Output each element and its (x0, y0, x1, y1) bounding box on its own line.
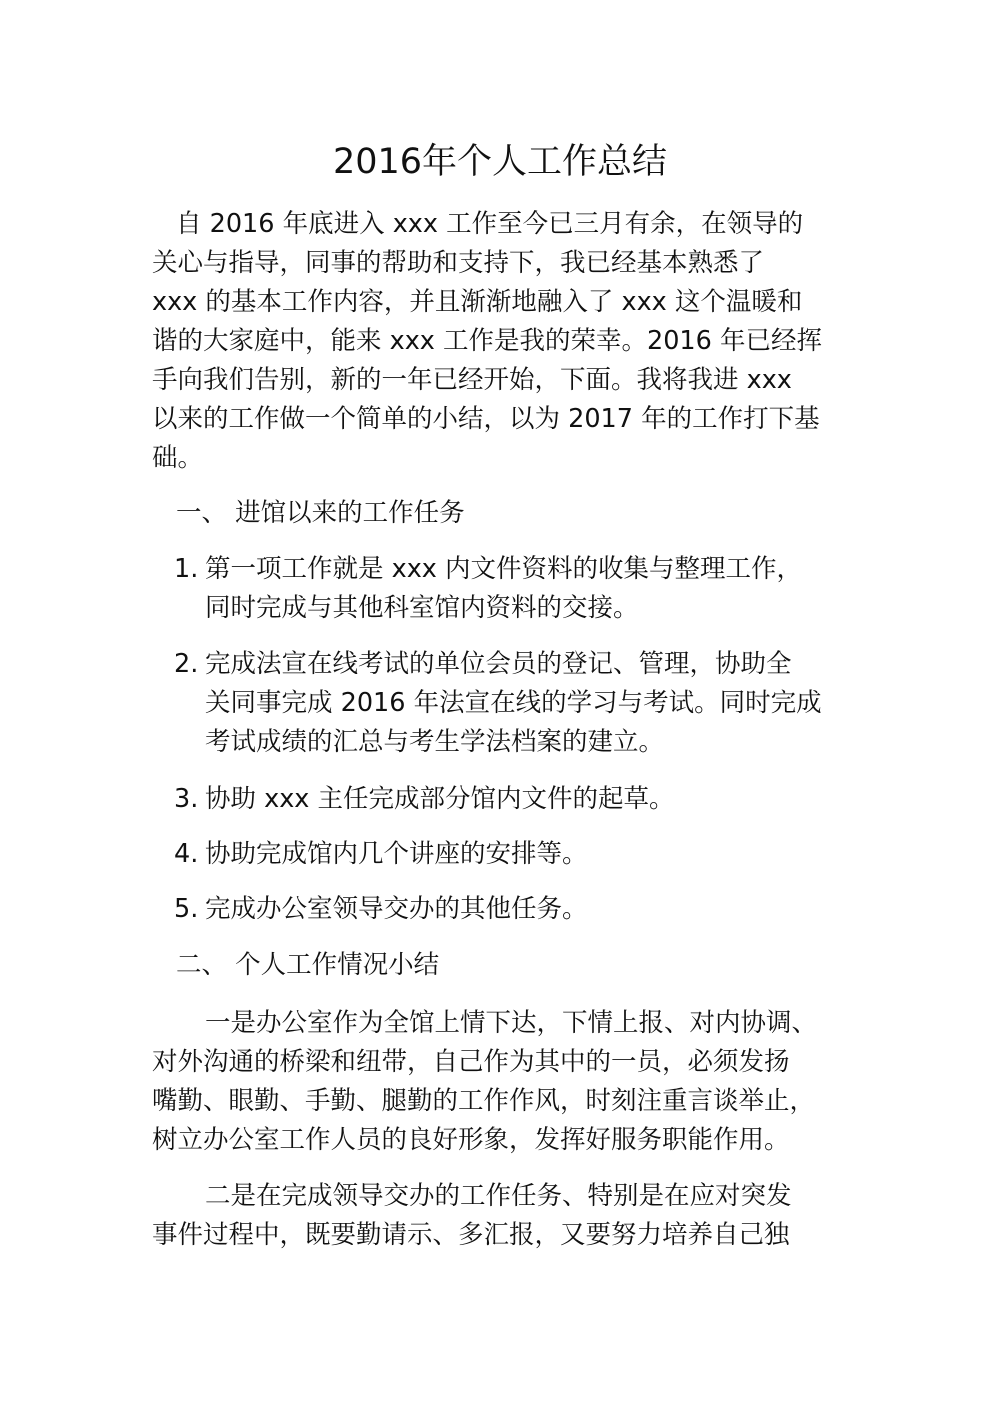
paragraph-line: 二是在完成领导交办的工作任务、特别是在应对突发 (205, 1181, 792, 1211)
intro-line: 谐的大家庭中，能来 xxx 工作是我的荣幸。2016 年已经挥 (152, 326, 822, 356)
section-heading-1: 一、 进馆以来的工作任务 (176, 498, 465, 528)
list-line: 完成办公室领导交办的其他任务。 (205, 894, 588, 924)
list-line: 协助 xxx 主任完成部分馆内文件的起草。 (205, 784, 675, 814)
intro-line: 手向我们告别，新的一年已经开始，下面。我将我进 xxx (152, 365, 792, 395)
document-title: 2016年个人工作总结 (332, 142, 668, 182)
list-number: 1. (174, 554, 199, 584)
list-number: 4. (174, 839, 199, 869)
intro-line: 关心与指导，同事的帮助和支持下，我已经基本熟悉了 (152, 248, 765, 278)
list-number: 5. (174, 894, 199, 924)
intro-line: 自 2016 年底进入 xxx 工作至今已三月有余，在领导的 (176, 209, 804, 239)
paragraph-line: 一是办公室作为全馆上情下达，下情上报、对内协调、 (205, 1008, 818, 1038)
paragraph-line: 事件过程中，既要勤请示、多汇报，又要努力培养自己独 (152, 1220, 790, 1250)
list-line: 完成法宣在线考试的单位会员的登记、管理，协助全 (205, 649, 792, 679)
paragraph-line: 对外沟通的桥梁和纽带，自己作为其中的一员，必须发扬 (152, 1047, 790, 1077)
section-heading-2: 二、 个人工作情况小结 (176, 950, 440, 980)
intro-line: 以来的工作做一个简单的小结，以为 2017 年的工作打下基 (152, 404, 820, 434)
paragraph-line: 嘴勤、眼勤、手勤、腿勤的工作作风，时刻注重言谈举止， (152, 1086, 816, 1116)
intro-line: xxx 的基本工作内容，并且渐渐地融入了 xxx 这个温暖和 (152, 287, 803, 317)
list-line: 关同事完成 2016 年法宣在线的学习与考试。同时完成 (205, 688, 822, 718)
list-line: 同时完成与其他科室馆内资料的交接。 (205, 593, 639, 623)
list-number: 3. (174, 784, 199, 814)
list-number: 2. (174, 649, 199, 679)
list-line: 考试成绩的汇总与考生学法档案的建立。 (205, 727, 665, 757)
list-line: 第一项工作就是 xxx 内文件资料的收集与整理工作， (205, 554, 802, 584)
paragraph-line: 树立办公室工作人员的良好形象，发挥好服务职能作用。 (152, 1125, 790, 1155)
intro-line: 础。 (152, 443, 204, 473)
list-line: 协助完成馆内几个讲座的安排等。 (205, 839, 588, 869)
